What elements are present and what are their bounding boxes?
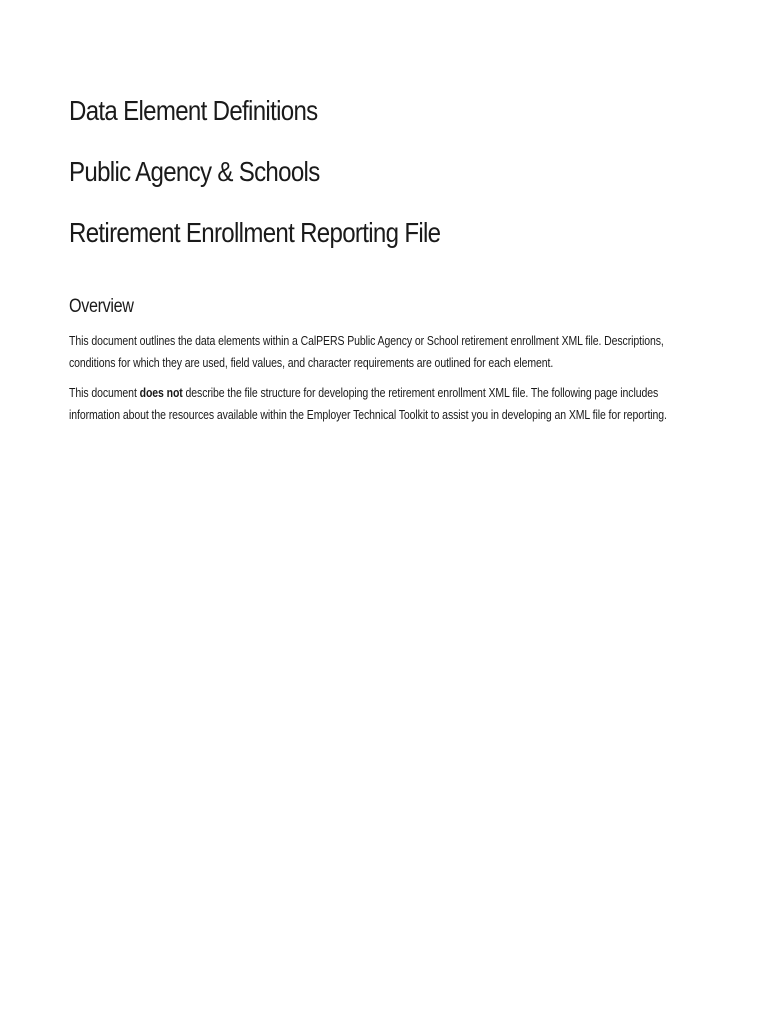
paragraph-2-text-end: describe the file structure for developing the retirement enrollment XML file. The following page includes information about the resources available within the Employer Technical Toolkit to assist you in developing an XML file for reporting. [69, 386, 667, 422]
title-line-3: Retirement Enrollment Reporting File [69, 217, 441, 248]
paragraph-2-emphasis: does not [139, 386, 183, 400]
overview-paragraph-2 [69, 382, 701, 426]
title-line-2: Public Agency & Schools [69, 156, 320, 187]
paragraph-2-text-start: This document [69, 386, 140, 400]
title-line-1: Data Element Definitions [69, 95, 318, 126]
overview-paragraph-1: This document outlines the data elements within a CalPERS Public Agency or School retirement enrollment XML file. Descriptions, conditions for which they are used, field values, and character requirements are outlined for each element. [69, 334, 664, 370]
document-page [69, 96, 709, 426]
overview-heading: Overview [69, 296, 134, 317]
